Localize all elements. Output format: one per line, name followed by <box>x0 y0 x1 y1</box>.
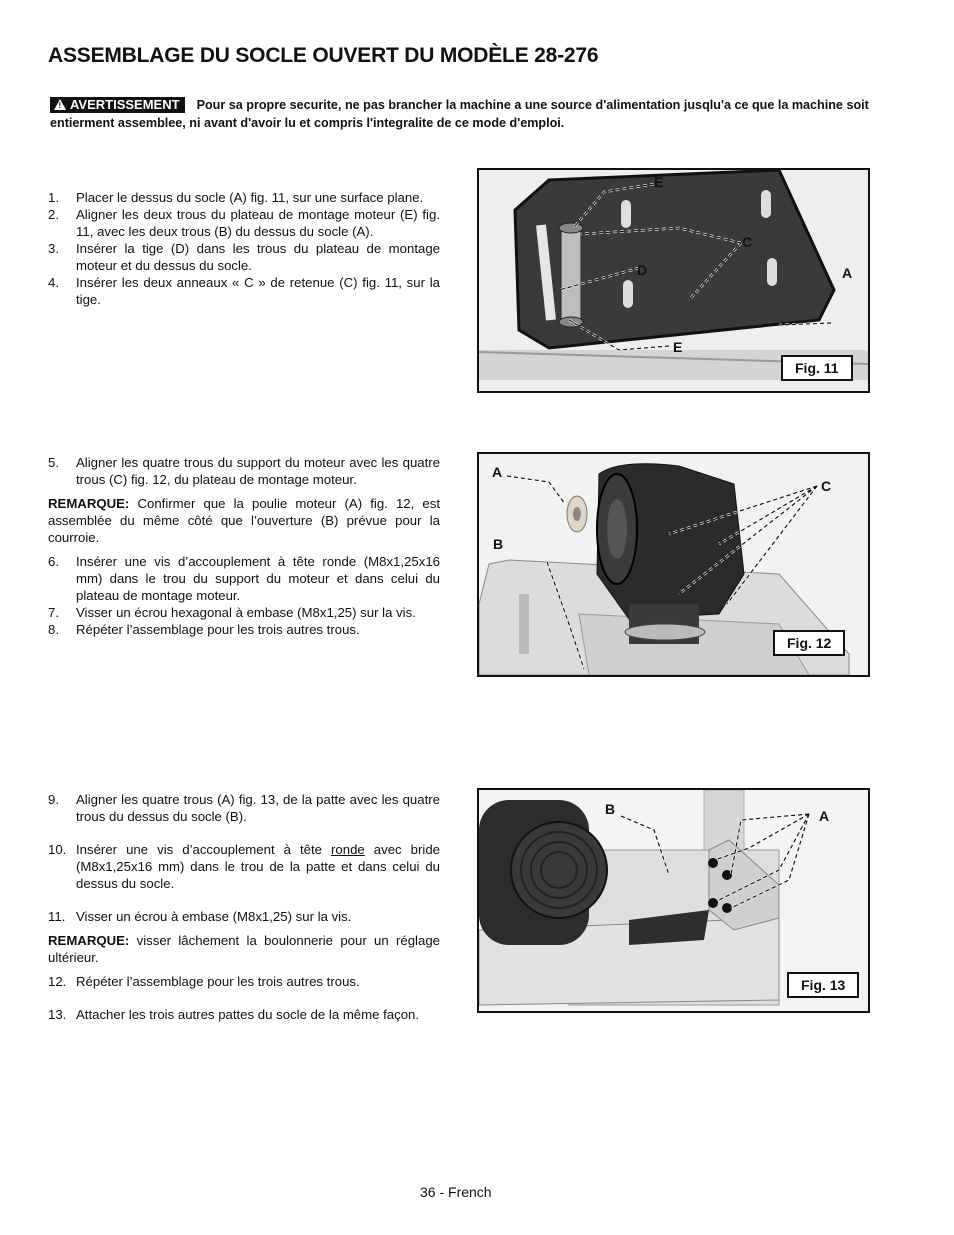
callout-d: D <box>637 262 648 278</box>
callout-e-bottom: E <box>673 339 683 355</box>
warning-text: Pour sa propre securite, ne pas brancher la machine a une source d'alimentation jusqlu'a ce que la machine soit entierment assemblee, ni avant d'avoir lu et compris l'integralite de ce mode d'emploi. <box>50 98 869 130</box>
section2-steps <box>48 454 440 638</box>
step-text: Répéter l’assemblage pour les trois autres trous. <box>76 622 360 637</box>
step-text: Insérer la tige (D) dans les trous du plateau de montage moteur et du dessus du socle. <box>76 241 440 273</box>
step-number: 2. <box>48 207 59 222</box>
callout-e-top: E <box>654 174 664 190</box>
section1-steps <box>48 189 440 308</box>
step-text: Répéter l’assemblage pour les trois autres trous. <box>76 974 360 989</box>
list-item <box>48 553 440 604</box>
list-item <box>48 454 440 488</box>
underlined-word: ronde <box>331 842 365 857</box>
step-number: 9. <box>48 792 59 807</box>
step-text: Aligner les quatre trous (A) fig. 13, de la patte avec les quatre trous du dessus du socle (B). <box>76 792 440 824</box>
list-item <box>48 240 440 274</box>
step-number: 12. <box>48 974 67 989</box>
step-number: 5. <box>48 455 59 470</box>
figure-11 <box>477 168 870 393</box>
step-number: 11. <box>48 909 66 924</box>
warning-badge <box>50 97 185 113</box>
step-number: 3. <box>48 241 59 256</box>
page-footer: 36 - French <box>420 1184 492 1200</box>
callout-b: B <box>605 801 616 817</box>
callout-a: A <box>842 265 853 281</box>
figure-label: Fig. 13 <box>787 972 859 998</box>
step-text: Aligner les quatre trous du support du moteur avec les quatre trous (C) fig. 12, du plateau de montage moteur. <box>76 455 440 487</box>
step-text-part: Insérer une vis d’accouplement à tête <box>76 842 332 857</box>
step-text: Attacher les trois autres pattes du socle de la même façon. <box>76 1007 420 1022</box>
step-text-part: avec bride (M8x1,25x16 mm) dans le trou de la patte et dans celui du dessus du socle. <box>76 842 440 891</box>
warning-block <box>50 96 872 132</box>
step-text: Aligner les deux trous du plateau de montage moteur (E) fig. 11, avec les deux trous (B) du dessus du socle (A). <box>76 207 440 239</box>
list-item <box>48 604 440 621</box>
list-item <box>48 841 440 892</box>
step-number: 6. <box>48 554 59 569</box>
step-number: 1. <box>48 190 59 205</box>
callout-c: C <box>742 234 753 250</box>
step-text: Insérer une vis d’accouplement à tête ronde (M8x1,25x16 mm) dans le trou du support du moteur et dans celui du plateau de montage moteur. <box>76 554 440 603</box>
callout-b: B <box>493 536 504 552</box>
note-label: REMARQUE: <box>48 496 130 511</box>
step-number: 4. <box>48 275 59 290</box>
step-number: 10. <box>48 842 67 857</box>
step-text <box>76 841 440 892</box>
callout-c: C <box>821 478 832 494</box>
list-item <box>48 908 440 925</box>
warning-triangle-icon: ! <box>54 99 66 110</box>
figure-13 <box>477 788 870 1013</box>
callout-a: A <box>819 808 830 824</box>
list-item <box>48 274 440 308</box>
page-title: ASSEMBLAGE DU SOCLE OUVERT DU MODÈLE 28-276 <box>48 44 599 67</box>
note-text: visser lâchement la boulonnerie pour un réglage ultérieur. <box>48 933 440 965</box>
figure-label: Fig. 11 <box>781 355 853 381</box>
callout-a: A <box>492 464 503 480</box>
step-text: Visser un écrou hexagonal à embase (M8x1,25) sur la vis. <box>76 605 416 620</box>
section3-steps <box>48 791 440 1023</box>
step-number: 13. <box>48 1007 67 1022</box>
figure-12 <box>477 452 870 677</box>
list-item <box>48 206 440 240</box>
list-item <box>48 973 440 990</box>
warning-badge-label: AVERTISSEMENT <box>70 97 180 112</box>
step-number: 7. <box>48 605 59 620</box>
step-text: Insérer les deux anneaux « C » de retenue (C) fig. 11, sur la tige. <box>76 275 440 307</box>
step-text: Visser un écrou à embase (M8x1,25) sur la vis. <box>76 909 352 924</box>
list-item <box>48 189 440 206</box>
note-text: Confirmer que la poulie moteur (A) fig. 12, est assemblée du même côté que l’ouverture (B) prévue pour la courroie. <box>48 496 440 545</box>
step-number: 8. <box>48 622 59 637</box>
figure-label: Fig. 12 <box>773 630 845 656</box>
list-item <box>48 621 440 638</box>
step-text: Placer le dessus du socle (A) fig. 11, sur une surface plane. <box>76 190 424 205</box>
note <box>48 495 440 546</box>
list-item <box>48 1006 440 1023</box>
note <box>48 932 440 966</box>
list-item <box>48 791 440 825</box>
note-label: REMARQUE: <box>48 933 130 948</box>
